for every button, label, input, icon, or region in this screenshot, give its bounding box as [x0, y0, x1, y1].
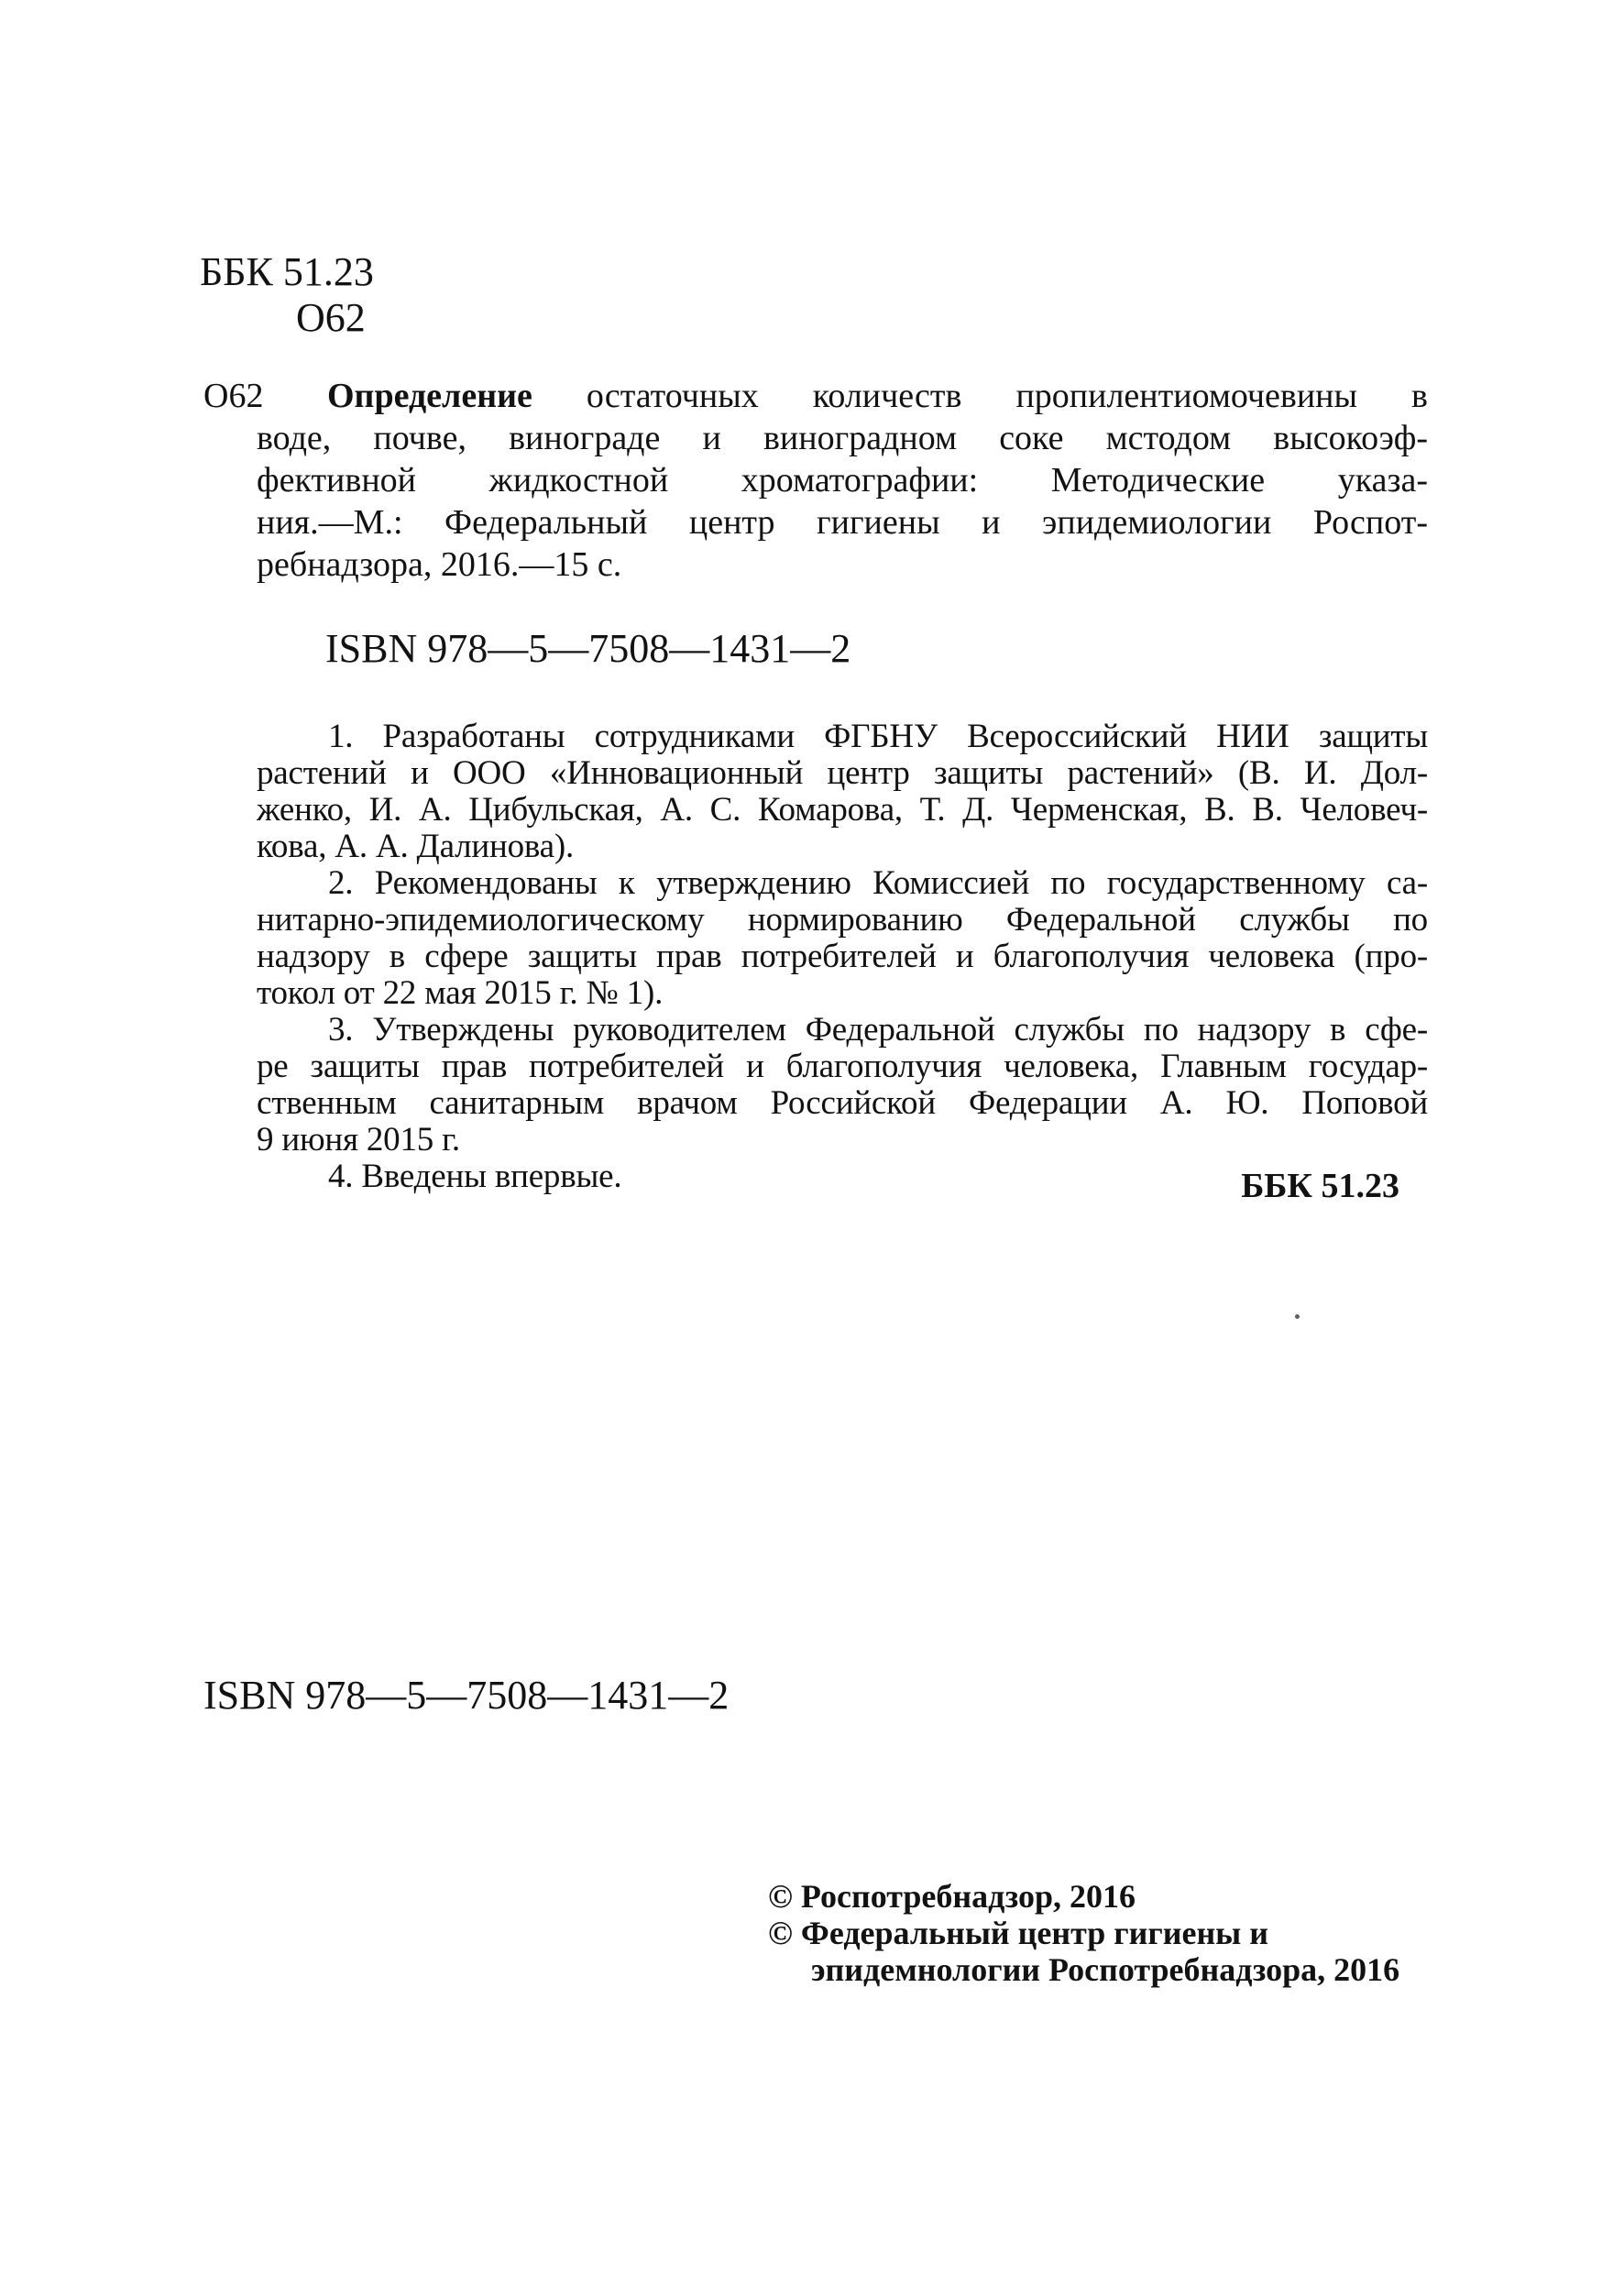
note-line: нитарно-эпидемиологическому нормированию Федеральной службы по [257, 901, 1428, 939]
catalog-line: воде, почве, винограде и виноградном соке мстодом высокоэф- [257, 419, 1428, 457]
note-line: 3. Утверждены руководителем Федеральной службы по надзору в сфе- [328, 1011, 1428, 1049]
catalog-line: ния.—М.: Федеральный центр гигиены и эпидемиологии Роспот- [257, 503, 1428, 542]
catalog-first-line-rest: остаточных количеств пропилентиомочевины в [586, 377, 1428, 415]
copyright-block [768, 1878, 1399, 1988]
catalog-first-line [257, 375, 1428, 417]
catalog-line: ребнадзора, 2016.—15 с. [257, 545, 622, 584]
library-codes [200, 249, 374, 341]
catalog-hanging-label: О62 [203, 377, 264, 415]
scan-speck [1295, 1314, 1300, 1319]
catalog-continuation-lines [257, 417, 1428, 586]
notes-block [257, 719, 1428, 1195]
bbk-code: ББК 51.23 [200, 249, 374, 294]
note-line: 2. Рекомендованы к утверждению Комиссией по государственному са- [328, 864, 1428, 902]
author-mark-code: О62 [296, 295, 366, 340]
catalog-entry-paragraph [257, 375, 1428, 586]
note-line: токол от 22 мая 2015 г. № 1). [257, 974, 664, 1012]
isbn-bottom-text: ISBN 978—5—7508—1431—2 [203, 1673, 730, 1718]
catalog-line: фективной жидкостной хроматографии: Методические указа- [257, 461, 1428, 500]
note-line: растений и ООО «Инновационный центр защиты растений» (В. И. Дол- [257, 754, 1428, 792]
note-line: ственным санитарным врачом Российской Федерации А. Ю. Поповой [257, 1084, 1428, 1122]
isbn-top-text: ISBN 978—5—7508—1431—2 [325, 626, 851, 671]
note-line: ре защиты прав потребителей и благополучия человека, Главным государ- [257, 1048, 1428, 1085]
note-line: 4. Введены впервые. [328, 1158, 622, 1195]
copyright-line-3: эпидемнологии Роспотребнадзора, 2016 [811, 1951, 1400, 1988]
note-line: надзору в сфере защиты прав потребителей и благополучия человека (про- [257, 938, 1428, 975]
bbk-right-text: ББК 51.23 [1241, 1167, 1399, 1205]
note-line: 9 июня 2015 г. [257, 1121, 460, 1158]
note-line: 1. Разработаны сотрудниками ФГБНУ Всероссийский НИИ защиты [328, 718, 1428, 755]
copyright-line-2: © Федеральный центр гигиены и [768, 1915, 1269, 1951]
note-line: женко, И. А. Цибульская, А. С. Комарова, Т. Д. Черменская, В. В. Человеч- [257, 791, 1428, 829]
catalog-title-bold: Определение [327, 377, 532, 415]
copyright-line-1: © Роспотребнадзор, 2016 [768, 1878, 1136, 1915]
note-line: кова, А. А. Далинова). [257, 828, 575, 865]
